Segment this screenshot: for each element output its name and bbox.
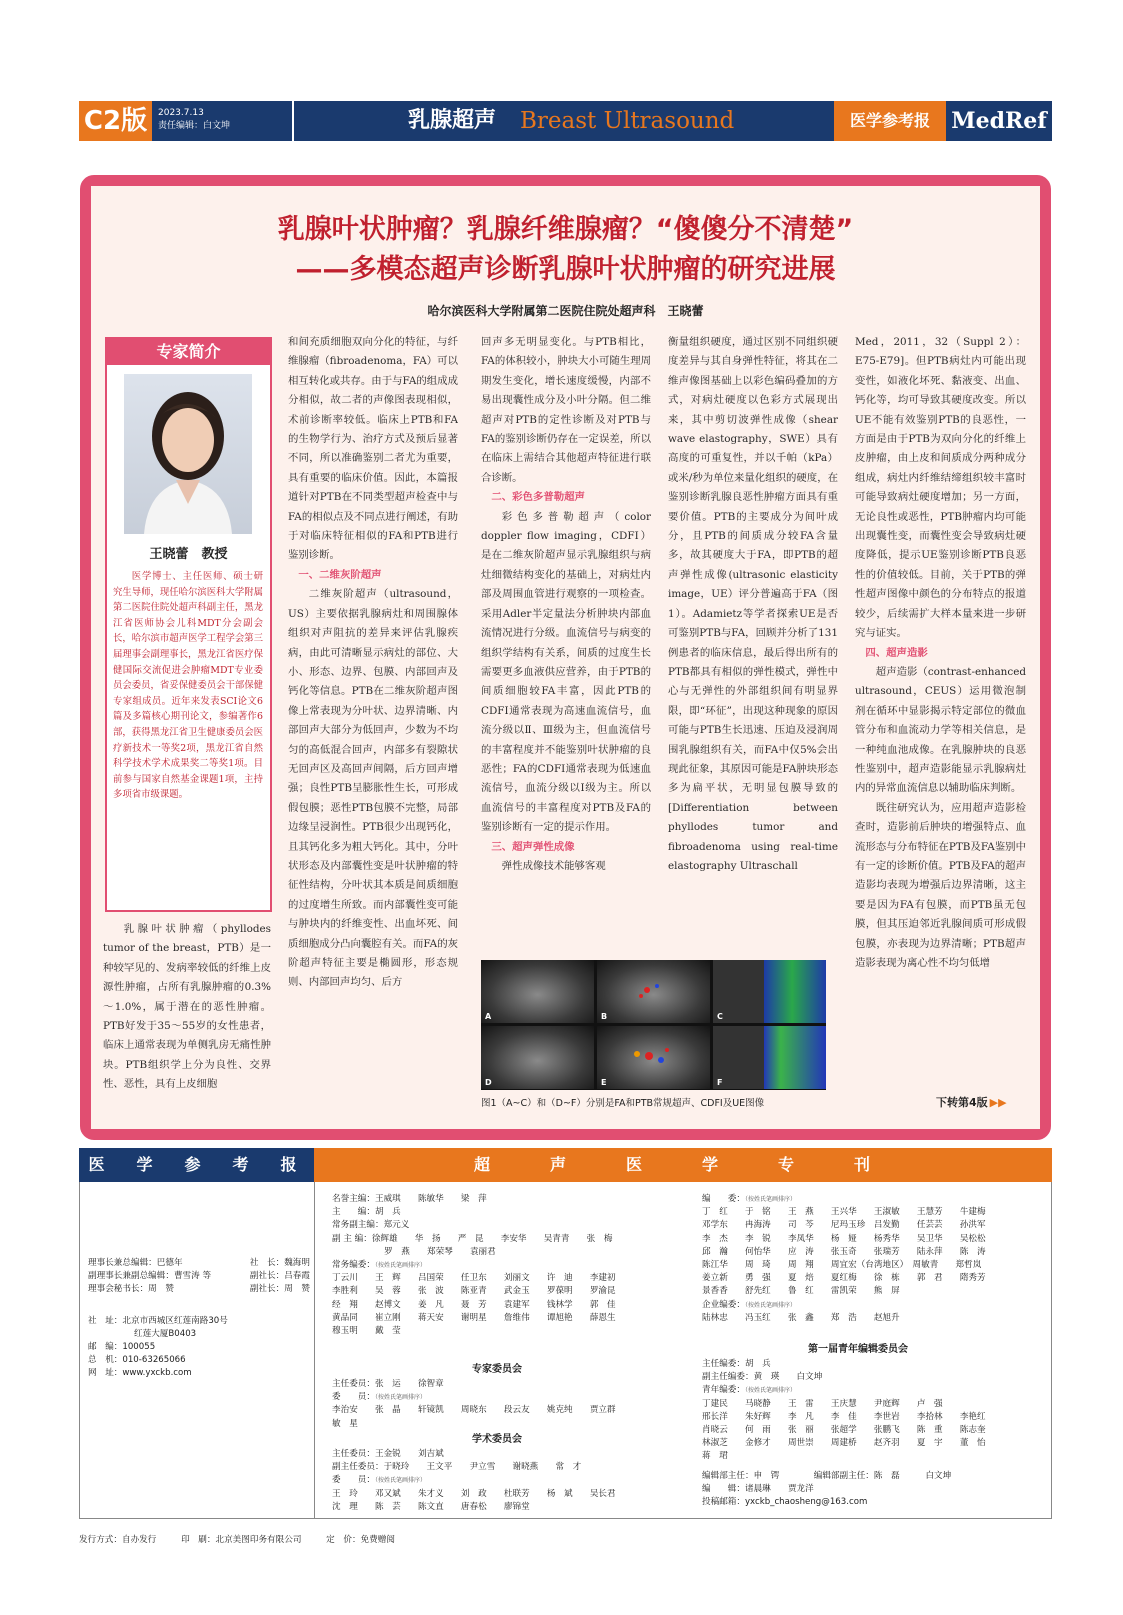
info-line: 副社长：周 赞 xyxy=(249,1284,310,1295)
paragraph: Med，2011，32（Suppl 2）：E75-E79]。但PTB病灶内可能出现变性，如液化坏死、黏液变、出血、钙化等，均可导致其硬度改变。所以UE不能有效鉴别PTB的良恶性，一方面是由于PTB为双向分化的纤维上皮肿瘤，由上皮和间质成分两种成分组成，病灶内纤维结缔组织较丰富时可能导致病灶硬度增加；另一方面，无论良性或恶性，PTB肿瘤内均可能出现囊性变，而囊性变会导致病灶硬度降低，提示UE鉴别诊断PTB良恶性的价值较低。目前，关于PTB的弹性超声图像中颜色的分布特点的报道较少，后续需扩大样本量来进一步研究与证实。 xyxy=(855,336,1026,640)
submission-email: 投稿邮箱：yxckb_chaosheng@163.com xyxy=(702,1497,868,1508)
board-line: 罗 燕 郑荣琴 袁丽君 xyxy=(384,1246,496,1257)
board-line: 王 玲 邓又斌 朱才义 刘 政 杜联芳 杨 斌 吴长君 xyxy=(332,1488,616,1499)
board-label: 青年编委： xyxy=(702,1385,745,1396)
doppler-overlay xyxy=(597,960,710,1023)
article-column-1 xyxy=(103,920,271,1115)
expert-name: 王晓蕾 教授 xyxy=(149,547,228,562)
board-line: 邓学东 冉海涛 司 芩 尼玛玉珍 吕发勤 任芸芸 孙洪军 xyxy=(702,1220,986,1231)
board-line: 李胜利 吴 蓉 张 波 陈亚青 武金玉 罗葆明 罗渝昆 xyxy=(332,1286,616,1297)
board-label: 企业编委： xyxy=(702,1299,745,1310)
sort-note: （按姓氏笔画排序） xyxy=(374,1394,426,1402)
paragraph: 弹性成像技术能够客观 xyxy=(501,859,606,872)
article-column-2 xyxy=(288,333,458,1115)
header-divider xyxy=(292,101,294,141)
board-label: 委 员： xyxy=(332,1475,375,1486)
paragraph: 二维灰阶超声（ultrasound，US）主要依据乳腺病灶和周围腺体组织对声阻抗的差异来评估乳腺疾病，由此可清晰显示病灶的部位、大小、形态、边界、包膜、内部回声及钙化等信息。PTB在二维灰阶超声图像上常表现为分叶状、边界清晰、内部回声大部分为低回声，少数为不均匀的高低混合回声，内部多有裂隙状无回声区及高回声间隔，后方回声增强；良性PTB呈膨胀性生长，可形成假包膜；恶性PTB包膜不完整，局部边缘呈浸润性。PTB很少出现钙化，且其钙化多为粗大钙化。其中，分叶状形态及内部囊性变是叶状肿瘤的特征性结构，分叶状其本质是间质细胞的过度增生所致。而内部囊性变可能与肿块内的纤维变性、出血坏死、间质细胞成分凸向囊腔有关。而FA的灰阶超声特征主要是椭圆形，形态规则、内部回声均匀、后方 xyxy=(288,588,458,989)
editors-list xyxy=(702,1193,1047,1325)
editorial-board xyxy=(332,1193,687,1338)
board-label: 常务编委： xyxy=(332,1260,375,1271)
arrow-right-icon: ▶▶ xyxy=(989,1096,1007,1109)
doppler-overlay xyxy=(597,1026,710,1089)
board-line: 副主任委员：于晓玲 王文平 尹立雪 谢晓燕 常 才 xyxy=(332,1462,582,1473)
page-footer xyxy=(79,1533,417,1545)
academic-committee xyxy=(332,1448,687,1514)
intro-paragraph: 乳腺叶状肿瘤（phyllodes tumor of the breast，PTB）是一种较罕见的、发病率较低的纤维上皮源性肿瘤，占所有乳腺肿瘤的0.3%～1.0%，属于潜在的恶性肿瘤。PTB好发于35～55岁的女性患者，临床上通常表现为单侧乳房无痛性肿块。PTB组织学上分为良性、交界性、恶性，具有上皮细胞 xyxy=(103,923,271,1091)
academic-committee-heading: 学术委员会 xyxy=(472,1434,522,1445)
info-line: 社 长：魏海明 xyxy=(249,1258,310,1268)
figure-panel-f xyxy=(713,1026,826,1089)
figure-panel-c xyxy=(713,960,826,1023)
board-line: 林淑芝 金修才 周世崇 周建桥 赵齐羽 夏 宇 董 怡 xyxy=(702,1438,986,1449)
expert-profile-heading: 专家简介 xyxy=(107,339,270,365)
board-line: 主任委员：王金锐 刘吉斌 xyxy=(332,1449,444,1459)
expert-committee-heading: 专家委员会 xyxy=(472,1364,522,1375)
board-line: 李治安 张 晶 轩镜凯 周晓东 段云友 姚克纯 贾立群 xyxy=(332,1405,616,1416)
printer: 印 刷：北京美图印务有限公司 xyxy=(181,1535,302,1545)
panel-label: B xyxy=(601,1012,608,1021)
section-title-en: Breast Ultrasound xyxy=(520,108,735,134)
board-line: 名誉主编：王威琪 陈敏华 梁 萍 xyxy=(332,1194,487,1204)
board-line: 姜立新 勇 强 夏 焙 夏红梅 徐 栋 郭 君 隋秀芳 xyxy=(702,1273,986,1284)
board-line: 编 辑：诸晨琳 贾龙洋 xyxy=(702,1483,814,1494)
panel-label: F xyxy=(717,1078,723,1087)
board-line: 主任编委：胡 兵 xyxy=(702,1359,771,1369)
expert-photo xyxy=(124,374,252,534)
figure-panel-b xyxy=(597,960,710,1023)
edition-label: C2版 xyxy=(79,101,152,141)
board-line: 陈江华 周 琦 周 翔 周宜宏（台湾地区） 周敏青 郑哲岚 xyxy=(702,1260,982,1271)
board-label: 编 委： xyxy=(702,1194,745,1204)
board-label: 委 员： xyxy=(332,1392,375,1403)
board-line: 丁建民 马晓静 王 雷 王庆慧 尹庭辉 卢 强 xyxy=(702,1398,943,1409)
article-column-5 xyxy=(855,333,1026,1085)
section-heading: 一、二维灰阶超声 xyxy=(298,568,382,581)
figure-panel-e xyxy=(597,1026,710,1089)
article-byline: 哈尔滨医科大学附属第二医院住院处超声科 王晓蕾 xyxy=(427,304,704,318)
board-line: 敏 星 xyxy=(332,1418,358,1429)
sort-note: （按姓氏笔画排序） xyxy=(374,1262,426,1270)
paper-name-en: MedRef xyxy=(951,108,1047,134)
board-line: 景香香 舒先红 鲁 红 雷凯荣 熊 屏 xyxy=(702,1286,900,1297)
board-line: 副 主 编：徐辉雄 华 扬 严 昆 李安华 吴青青 张 梅 xyxy=(332,1233,613,1244)
phone: 总 机：010-63265066 xyxy=(88,1355,186,1366)
article-subtitle: ——多模态超声诊断乳腺叶状肿瘤的研究进展 xyxy=(295,254,836,285)
paragraph: 彩色多普勒超声（color doppler flow imaging，CDFI）是在二维灰阶超声显示乳腺组织与病灶细微结构变化的基础上，对病灶内部及周围血管进行观察的一项检查。采用Adler半定量法分析肿块内部血流情况进行分级。血流信号与病变的组织学结构有关系，间质的过度生长需要更多血液供应营养，由于PTB的间质细胞较FA丰富，因此PTB的CDFI通常表现为高速血流信号，血流分级以Ⅱ、Ⅲ级为主，但血流信号的丰富程度并不能鉴别叶状肿瘤的良恶性；FA的CDFI通常表现为低速血流信号，血流分级以Ⅰ级为主。所以血流信号的丰富程度对PTB及FA的鉴别诊断有一定的提示作用。 xyxy=(481,510,651,834)
paper-name-cn: 医学参考报 xyxy=(834,101,946,141)
masthead-left-title: 医 学 参 考 报 xyxy=(79,1148,314,1182)
paragraph: 和间充质细胞双向分化的特征，与纤维腺瘤（fibroadenoma，FA）可以相互转化或共存。由于与FA的组成成分相似，故二者的声像图表现相似，术前诊断率较低。临床上PTB和FA的生物学行为、治疗方式及预后显著不同，所以准确鉴别二者尤为重要，具有重要的临床价值。因此，本篇报道针对PTB在不同类型超声检查中与FA的相似点及不同点进行阐述，有助于对临床特征相似的FA和PTB进行鉴别诊断。 xyxy=(288,336,458,562)
board-line: 蒋 珺 xyxy=(702,1451,728,1462)
website: 网 址：www.yxckb.com xyxy=(88,1368,192,1379)
board-line: 编辑部主任：申 锷 编辑部副主任：陈 磊 白文坤 xyxy=(702,1470,952,1481)
info-line: 理事长兼总编辑：巴德年 xyxy=(88,1258,183,1268)
info-line: 理事会秘书长：周 赞 xyxy=(88,1284,174,1295)
panel-label: C xyxy=(717,1012,723,1021)
section-heading: 二、彩色多普勒超声 xyxy=(491,491,585,504)
section-heading: 四、超声造影 xyxy=(865,646,928,659)
board-line: 常务副主编：郑元义 xyxy=(332,1220,410,1231)
masthead-divider xyxy=(314,1182,315,1519)
board-line: 主任委员：张 运 徐智章 xyxy=(332,1379,444,1389)
address: 社 址：北京市西城区红莲南路30号 xyxy=(88,1315,228,1326)
ultrasound-figure xyxy=(481,960,826,1090)
paragraph: 超声造影（contrast-enhanced ultrasound，CEUS）运用微泡制剂在循环中显影揭示特定部位的微血管分布和血流动力学等相关信息，是一种纯血池成像。在乳腺肿块的良恶性鉴别中，超声造影能显示乳腺病灶内的异常血流信息以辅助临床判断。 xyxy=(855,665,1026,795)
figure-panel-d xyxy=(481,1026,594,1089)
sort-note: （按姓氏笔画排序） xyxy=(374,1477,426,1485)
header-meta xyxy=(158,107,230,133)
paragraph: 既往研究认为，应用超声造影检查时，造影前后肿块的增强特点、血流形态与分布特征在PTB及FA鉴别中有一定的诊断价值。PTB及FA的超声造影均表现为增强后边界清晰，这主要是因为FA有包膜，而PTB虽无包膜，但其压迫邻近乳腺间质可形成假包膜，亦表现为边界清晰；PTB超声造影表现为离心性不均匀低增 xyxy=(855,801,1026,969)
board-line: 陆林忠 冯玉红 张 鑫 郑 浩 赵旭升 xyxy=(702,1312,900,1323)
editor-in-charge: 责任编辑：白文坤 xyxy=(158,121,231,131)
portrait-illustration xyxy=(124,374,252,534)
board-line: 沈 理 陈 芸 陈文直 唐春松 廖锦堂 xyxy=(332,1501,530,1512)
info-line: 副社长：吕春霞 xyxy=(249,1271,310,1282)
board-line: 肖晓云 何 雨 张 丽 张超学 张鹏飞 陈 重 陈志奎 xyxy=(702,1425,986,1436)
expert-committee xyxy=(332,1378,687,1431)
article-column-3 xyxy=(481,333,651,955)
paragraph: 回声多无明显变化。与PTB相比，FA的体积较小，肿块大小可随生理周期发生变化，增长速度缓慢，内部不易出现囊性成分及小叶分隔。但二维超声对PTB的定性诊断及对PTB与FA的鉴别诊断仍存在一定误差，所以在临床上需结合其他超声特征进行联合诊断。 xyxy=(481,336,651,484)
board-line: 黄品同 崔立刚 蒋天安 谢明星 詹维伟 谭旭艳 薛恩生 xyxy=(332,1312,616,1323)
panel-label: E xyxy=(601,1078,607,1087)
distribution: 发行方式：自办发行 xyxy=(79,1535,157,1545)
panel-label: A xyxy=(485,1012,492,1021)
board-line: 穆玉明 戴 莹 xyxy=(332,1326,401,1337)
article-title: 乳腺叶状肿瘤？乳腺纤维腺瘤？“傻傻分不清楚” xyxy=(277,214,854,245)
publisher-info xyxy=(88,1257,310,1381)
article-column-4 xyxy=(668,333,838,955)
youth-committee-heading: 第一届青年编辑委员会 xyxy=(808,1344,908,1355)
board-line: 副主任编委：黄 瑛 白文坤 xyxy=(702,1372,823,1383)
youth-committee xyxy=(702,1358,1047,1509)
board-line: 丁云川 王 辉 吕国荣 任卫东 刘丽文 许 迪 李建初 xyxy=(332,1273,616,1284)
board-line: 邱 瀚 何怡华 应 涛 张玉奇 张瑞芳 陆永萍 陈 涛 xyxy=(702,1246,986,1257)
postcode: 邮 编：100055 xyxy=(88,1342,156,1353)
paragraph: 衡量组织硬度，通过区别不同组织硬度差异与其自身弹性特征，将其在二维声像图基础上以彩色编码叠加的方式，对病灶硬度以色彩方式展现出来，其中剪切波弹性成像（shear wave elastography，SWE）具有高度的可重复性，并以千帕（kPa）或米/秒为单位来量化组织的硬度，在鉴别诊断乳腺良恶性肿瘤方面具有重要价值。PTB的主要成分为间叶成分，且PTB的间质成分较FA含量多，故其硬度大于FA，即PTB的超声弹性成像(ultrasonic elasticity image，UE）评分普遍高于FA（图1）。Adamietz等学者探索UE是否可鉴别PTB与FA，回顾并分析了131例患者的临床信息，最后得出所有的PTB都具有相似的弹性模式，弹性中心与无弹性的外部组织间有明显界限，即“环征”，出现这种现象的原因可能与PTB生长迅速、压迫及浸润周围乳腺组织有关，而FA中仅5%会出现此征象，其原因可能是FA肿块形态多为扁平状，无明显包膜导致的[Differentiation between phyllodes tumor and fibroadenoma using real-time elastography Ultraschall xyxy=(668,336,838,872)
info-line: 副理事长兼副总编辑：曹雪涛 等 xyxy=(88,1271,212,1282)
sort-note: （按姓氏笔画排序） xyxy=(744,1196,796,1203)
board-line: 邢长洋 朱好辉 李 凡 李 佳 李世岩 李拾林 李艳红 xyxy=(702,1411,986,1422)
board-line: 丁 红 于 铭 王 燕 王兴华 王淑敏 王慧芳 牛建梅 xyxy=(702,1207,986,1218)
address: 红莲大厦B0403 xyxy=(134,1328,197,1339)
board-line: 经 翔 赵博文 姜 凡 聂 芳 袁建军 钱林学 郭 佳 xyxy=(332,1299,616,1310)
sort-note: （按姓氏笔画排序） xyxy=(744,1387,796,1395)
continued-notice xyxy=(936,1094,1007,1110)
board-line: 李 杰 李 锐 李凤华 杨 娅 杨秀华 吴卫华 吴松松 xyxy=(702,1233,986,1244)
sort-note: （按姓氏笔画排序） xyxy=(744,1301,796,1309)
board-line: 主 编：胡 兵 xyxy=(332,1207,401,1218)
figure-caption: 图1（A~C）和（D~F）分别是FA和PTB常规超声、CDFI及UE图像 xyxy=(481,1098,765,1109)
section-title-cn: 乳腺超声 xyxy=(408,108,497,133)
section-heading: 三、超声弹性成像 xyxy=(491,840,575,853)
masthead-right-title: 超 声 医 学 专 刊 xyxy=(314,1148,1052,1182)
expert-bio: 医学博士、主任医师、硕士研究生导师，现任哈尔滨医科大学附属第二医院住院处超声科副主任，黑龙江省医师协会儿科MDT分会副会长，哈尔滨市超声医学工程学会第三届理事会副理事长，黑龙江省医疗保健国际交流促进会肿瘤MDT专业委员会委员，省妥保健委员会干部保健专家组成员。近年来发表SCI论文6篇及多篇核心期刊论文，参编著作6部，获得黑龙江省卫生健康委员会医疗新技术一等奖2项，黑龙江省自然科学技术学术成果奖二等奖1项。目前参与国家自然基金课题1项，主持多项省市级课题。 xyxy=(113,571,264,801)
price: 定 价：免费赠阅 xyxy=(326,1535,395,1545)
figure-panel-a xyxy=(481,960,594,1023)
continued-text: 下转第4版 xyxy=(936,1096,988,1109)
panel-label: D xyxy=(485,1078,492,1087)
issue-date: 2023.7.13 xyxy=(158,108,204,118)
